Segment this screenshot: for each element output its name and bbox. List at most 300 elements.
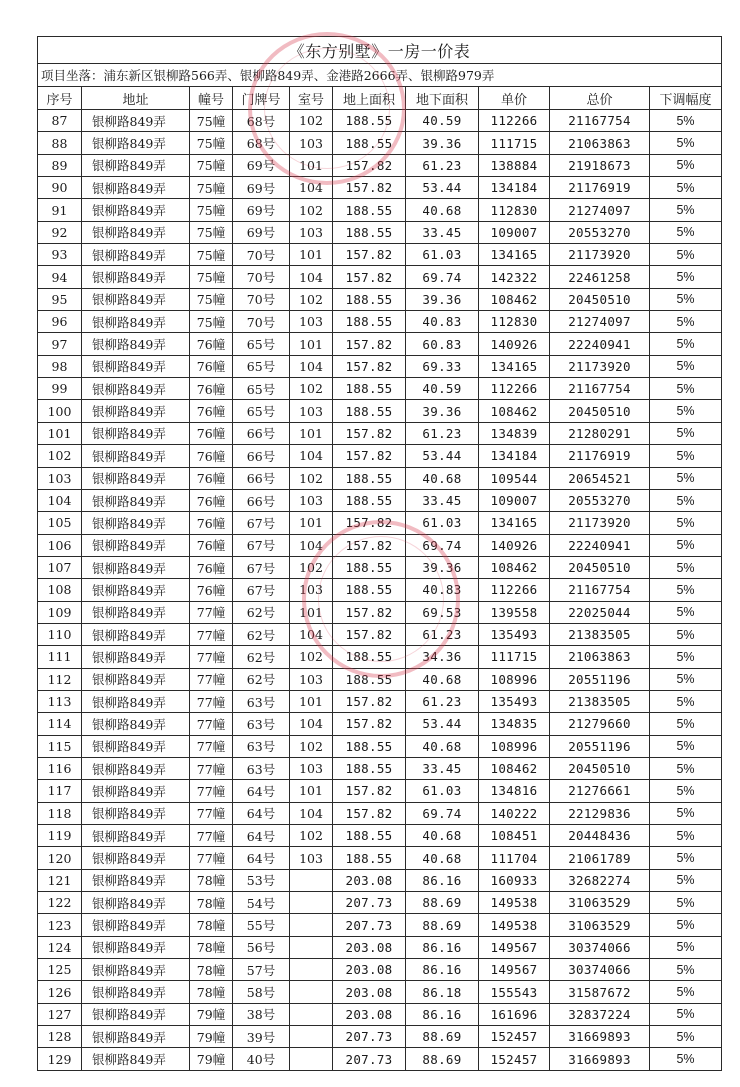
area-below-cell: 60.83 bbox=[406, 333, 479, 355]
seq-cell: 102 bbox=[38, 445, 82, 467]
area-below-cell: 61.23 bbox=[406, 690, 479, 712]
address-cell: 银柳路849弄 bbox=[82, 869, 190, 891]
area-above-cell: 157.82 bbox=[333, 154, 406, 176]
room-number-cell: 104 bbox=[290, 445, 333, 467]
total-price-cell: 20553270 bbox=[550, 221, 650, 243]
unit-price-cell: 155543 bbox=[479, 981, 550, 1003]
room-number-cell: 103 bbox=[290, 221, 333, 243]
building-cell: 76幢 bbox=[190, 400, 233, 422]
door-number-cell: 68号 bbox=[233, 110, 290, 132]
table-row bbox=[38, 422, 722, 444]
total-price-cell: 22240941 bbox=[550, 534, 650, 556]
area-below-cell: 33.45 bbox=[406, 757, 479, 779]
address-cell: 银柳路849弄 bbox=[82, 556, 190, 578]
address-cell: 银柳路849弄 bbox=[82, 534, 190, 556]
table-row bbox=[38, 892, 722, 914]
area-below-cell: 86.16 bbox=[406, 936, 479, 958]
total-price-cell: 21176919 bbox=[550, 445, 650, 467]
address-cell: 银柳路849弄 bbox=[82, 355, 190, 377]
room-number-cell bbox=[290, 869, 333, 891]
door-number-cell: 65号 bbox=[233, 355, 290, 377]
unit-price-cell: 135493 bbox=[479, 690, 550, 712]
room-number-cell: 104 bbox=[290, 534, 333, 556]
address-cell: 银柳路849弄 bbox=[82, 132, 190, 154]
unit-price-cell: 112266 bbox=[479, 378, 550, 400]
room-number-cell: 101 bbox=[290, 154, 333, 176]
discount-cell: 5% bbox=[650, 959, 722, 981]
total-price-cell: 21274097 bbox=[550, 199, 650, 221]
area-above-cell: 157.82 bbox=[333, 355, 406, 377]
door-number-cell: 64号 bbox=[233, 847, 290, 869]
building-cell: 76幢 bbox=[190, 579, 233, 601]
area-above-cell: 207.73 bbox=[333, 1048, 406, 1070]
address-cell: 银柳路849弄 bbox=[82, 735, 190, 757]
total-price-cell: 32837224 bbox=[550, 1003, 650, 1025]
address-cell: 银柳路849弄 bbox=[82, 959, 190, 981]
building-cell: 77幢 bbox=[190, 601, 233, 623]
unit-price-cell: 108451 bbox=[479, 825, 550, 847]
room-number-cell bbox=[290, 1026, 333, 1048]
door-number-cell: 57号 bbox=[233, 959, 290, 981]
door-number-cell: 40号 bbox=[233, 1048, 290, 1070]
table-row bbox=[38, 914, 722, 936]
room-number-cell: 103 bbox=[290, 847, 333, 869]
discount-cell: 5% bbox=[650, 445, 722, 467]
unit-price-cell: 109007 bbox=[479, 489, 550, 511]
total-price-cell: 21383505 bbox=[550, 623, 650, 645]
table-row bbox=[38, 512, 722, 534]
table-row bbox=[38, 489, 722, 511]
address-cell: 银柳路849弄 bbox=[82, 1048, 190, 1070]
table-row bbox=[38, 355, 722, 377]
area-below-cell: 69.74 bbox=[406, 802, 479, 824]
seq-cell: 110 bbox=[38, 623, 82, 645]
table-row bbox=[38, 467, 722, 489]
seq-cell: 93 bbox=[38, 244, 82, 266]
address-cell: 银柳路849弄 bbox=[82, 690, 190, 712]
door-number-cell: 69号 bbox=[233, 199, 290, 221]
seq-cell: 109 bbox=[38, 601, 82, 623]
total-price-cell: 21383505 bbox=[550, 690, 650, 712]
discount-cell: 5% bbox=[650, 690, 722, 712]
unit-price-cell: 112830 bbox=[479, 199, 550, 221]
discount-cell: 5% bbox=[650, 311, 722, 333]
area-above-cell: 188.55 bbox=[333, 400, 406, 422]
col-area-below-header: 地下面积 bbox=[406, 87, 479, 110]
area-above-cell: 157.82 bbox=[333, 802, 406, 824]
area-below-cell: 69.33 bbox=[406, 355, 479, 377]
room-number-cell: 103 bbox=[290, 400, 333, 422]
address-cell: 银柳路849弄 bbox=[82, 668, 190, 690]
room-number-cell: 103 bbox=[290, 668, 333, 690]
unit-price-cell: 139558 bbox=[479, 601, 550, 623]
address-cell: 银柳路849弄 bbox=[82, 422, 190, 444]
unit-price-cell: 138884 bbox=[479, 154, 550, 176]
project-location: 项目坐落：浦东新区银柳路566弄、银柳路849弄、金港路2666弄、银柳路979弄 bbox=[38, 64, 722, 87]
area-above-cell: 188.55 bbox=[333, 311, 406, 333]
door-number-cell: 63号 bbox=[233, 757, 290, 779]
discount-cell: 5% bbox=[650, 579, 722, 601]
building-cell: 77幢 bbox=[190, 847, 233, 869]
building-cell: 75幢 bbox=[190, 244, 233, 266]
door-number-cell: 53号 bbox=[233, 869, 290, 891]
seq-cell: 99 bbox=[38, 378, 82, 400]
building-cell: 79幢 bbox=[190, 1048, 233, 1070]
unit-price-cell: 134165 bbox=[479, 244, 550, 266]
address-cell: 银柳路849弄 bbox=[82, 199, 190, 221]
area-below-cell: 40.68 bbox=[406, 847, 479, 869]
seq-cell: 107 bbox=[38, 556, 82, 578]
table-row bbox=[38, 311, 722, 333]
area-below-cell: 61.03 bbox=[406, 244, 479, 266]
discount-cell: 5% bbox=[650, 780, 722, 802]
area-above-cell: 157.82 bbox=[333, 177, 406, 199]
total-price-cell: 32682274 bbox=[550, 869, 650, 891]
area-above-cell: 188.55 bbox=[333, 757, 406, 779]
seq-cell: 111 bbox=[38, 646, 82, 668]
total-price-cell: 31669893 bbox=[550, 1048, 650, 1070]
building-cell: 79幢 bbox=[190, 1003, 233, 1025]
building-cell: 75幢 bbox=[190, 199, 233, 221]
discount-cell: 5% bbox=[650, 400, 722, 422]
total-price-cell: 21274097 bbox=[550, 311, 650, 333]
address-cell: 银柳路849弄 bbox=[82, 892, 190, 914]
building-cell: 76幢 bbox=[190, 445, 233, 467]
table-row bbox=[38, 221, 722, 243]
area-below-cell: 40.83 bbox=[406, 579, 479, 601]
building-cell: 76幢 bbox=[190, 489, 233, 511]
column-header-row bbox=[38, 87, 722, 110]
table-row bbox=[38, 646, 722, 668]
discount-cell: 5% bbox=[650, 467, 722, 489]
total-price-cell: 30374066 bbox=[550, 936, 650, 958]
seq-cell: 87 bbox=[38, 110, 82, 132]
area-above-cell: 188.55 bbox=[333, 825, 406, 847]
area-below-cell: 40.68 bbox=[406, 735, 479, 757]
area-below-cell: 40.83 bbox=[406, 311, 479, 333]
area-below-cell: 40.68 bbox=[406, 199, 479, 221]
seq-cell: 124 bbox=[38, 936, 82, 958]
area-above-cell: 157.82 bbox=[333, 445, 406, 467]
area-below-cell: 88.69 bbox=[406, 1048, 479, 1070]
address-cell: 银柳路849弄 bbox=[82, 713, 190, 735]
unit-price-cell: 134816 bbox=[479, 780, 550, 802]
discount-cell: 5% bbox=[650, 914, 722, 936]
address-cell: 银柳路849弄 bbox=[82, 378, 190, 400]
area-below-cell: 33.45 bbox=[406, 221, 479, 243]
table-row bbox=[38, 981, 722, 1003]
discount-cell: 5% bbox=[650, 623, 722, 645]
total-price-cell: 21173920 bbox=[550, 244, 650, 266]
total-price-cell: 20551196 bbox=[550, 735, 650, 757]
unit-price-cell: 134165 bbox=[479, 512, 550, 534]
area-below-cell: 69.53 bbox=[406, 601, 479, 623]
room-number-cell: 102 bbox=[290, 467, 333, 489]
unit-price-cell: 140926 bbox=[479, 534, 550, 556]
col-total-price-header: 总价 bbox=[550, 87, 650, 110]
room-number-cell: 101 bbox=[290, 244, 333, 266]
total-price-cell: 21173920 bbox=[550, 355, 650, 377]
discount-cell: 5% bbox=[650, 266, 722, 288]
room-number-cell: 101 bbox=[290, 422, 333, 444]
discount-cell: 5% bbox=[650, 177, 722, 199]
address-cell: 银柳路849弄 bbox=[82, 914, 190, 936]
building-cell: 77幢 bbox=[190, 690, 233, 712]
seq-cell: 119 bbox=[38, 825, 82, 847]
room-number-cell: 103 bbox=[290, 311, 333, 333]
seq-cell: 116 bbox=[38, 757, 82, 779]
seq-cell: 118 bbox=[38, 802, 82, 824]
discount-cell: 5% bbox=[650, 512, 722, 534]
total-price-cell: 20450510 bbox=[550, 757, 650, 779]
room-number-cell: 103 bbox=[290, 132, 333, 154]
area-above-cell: 188.55 bbox=[333, 378, 406, 400]
total-price-cell: 21173920 bbox=[550, 512, 650, 534]
discount-cell: 5% bbox=[650, 1003, 722, 1025]
room-number-cell: 104 bbox=[290, 623, 333, 645]
address-cell: 银柳路849弄 bbox=[82, 623, 190, 645]
building-cell: 77幢 bbox=[190, 735, 233, 757]
building-cell: 78幢 bbox=[190, 959, 233, 981]
table-row bbox=[38, 177, 722, 199]
seq-cell: 89 bbox=[38, 154, 82, 176]
room-number-cell: 102 bbox=[290, 378, 333, 400]
unit-price-cell: 149567 bbox=[479, 936, 550, 958]
discount-cell: 5% bbox=[650, 936, 722, 958]
building-cell: 76幢 bbox=[190, 556, 233, 578]
area-below-cell: 39.36 bbox=[406, 400, 479, 422]
room-number-cell: 104 bbox=[290, 355, 333, 377]
seq-cell: 91 bbox=[38, 199, 82, 221]
discount-cell: 5% bbox=[650, 757, 722, 779]
table-row bbox=[38, 802, 722, 824]
area-above-cell: 157.82 bbox=[333, 534, 406, 556]
area-above-cell: 188.55 bbox=[333, 579, 406, 601]
seq-cell: 97 bbox=[38, 333, 82, 355]
table-row bbox=[38, 936, 722, 958]
room-number-cell: 102 bbox=[290, 825, 333, 847]
total-price-cell: 31063529 bbox=[550, 914, 650, 936]
building-cell: 76幢 bbox=[190, 355, 233, 377]
unit-price-cell: 152457 bbox=[479, 1048, 550, 1070]
building-cell: 77幢 bbox=[190, 623, 233, 645]
door-number-cell: 62号 bbox=[233, 668, 290, 690]
door-number-cell: 64号 bbox=[233, 825, 290, 847]
total-price-cell: 21061789 bbox=[550, 847, 650, 869]
area-below-cell: 86.18 bbox=[406, 981, 479, 1003]
address-cell: 银柳路849弄 bbox=[82, 601, 190, 623]
room-number-cell: 104 bbox=[290, 713, 333, 735]
total-price-cell: 21280291 bbox=[550, 422, 650, 444]
total-price-cell: 22129836 bbox=[550, 802, 650, 824]
room-number-cell bbox=[290, 914, 333, 936]
address-cell: 银柳路849弄 bbox=[82, 512, 190, 534]
discount-cell: 5% bbox=[650, 556, 722, 578]
discount-cell: 5% bbox=[650, 221, 722, 243]
unit-price-cell: 109007 bbox=[479, 221, 550, 243]
table-row bbox=[38, 110, 722, 132]
discount-cell: 5% bbox=[650, 378, 722, 400]
area-above-cell: 157.82 bbox=[333, 266, 406, 288]
area-above-cell: 203.08 bbox=[333, 1003, 406, 1025]
building-cell: 77幢 bbox=[190, 780, 233, 802]
seq-cell: 90 bbox=[38, 177, 82, 199]
total-price-cell: 31669893 bbox=[550, 1026, 650, 1048]
building-cell: 75幢 bbox=[190, 221, 233, 243]
seq-cell: 117 bbox=[38, 780, 82, 802]
address-cell: 银柳路849弄 bbox=[82, 757, 190, 779]
unit-price-cell: 108996 bbox=[479, 735, 550, 757]
address-cell: 银柳路849弄 bbox=[82, 646, 190, 668]
door-number-cell: 63号 bbox=[233, 713, 290, 735]
total-price-cell: 30374066 bbox=[550, 959, 650, 981]
discount-cell: 5% bbox=[650, 288, 722, 310]
seq-cell: 88 bbox=[38, 132, 82, 154]
total-price-cell: 21167754 bbox=[550, 579, 650, 601]
address-cell: 银柳路849弄 bbox=[82, 825, 190, 847]
unit-price-cell: 134835 bbox=[479, 713, 550, 735]
discount-cell: 5% bbox=[650, 110, 722, 132]
unit-price-cell: 142322 bbox=[479, 266, 550, 288]
area-below-cell: 40.68 bbox=[406, 467, 479, 489]
total-price-cell: 21167754 bbox=[550, 110, 650, 132]
table-row bbox=[38, 132, 722, 154]
total-price-cell: 20450510 bbox=[550, 556, 650, 578]
seq-cell: 108 bbox=[38, 579, 82, 601]
table-row bbox=[38, 154, 722, 176]
address-cell: 银柳路849弄 bbox=[82, 489, 190, 511]
building-cell: 77幢 bbox=[190, 802, 233, 824]
building-cell: 76幢 bbox=[190, 534, 233, 556]
door-number-cell: 64号 bbox=[233, 780, 290, 802]
area-above-cell: 157.82 bbox=[333, 690, 406, 712]
seq-cell: 113 bbox=[38, 690, 82, 712]
building-cell: 75幢 bbox=[190, 266, 233, 288]
total-price-cell: 21063863 bbox=[550, 646, 650, 668]
seq-cell: 105 bbox=[38, 512, 82, 534]
building-cell: 77幢 bbox=[190, 713, 233, 735]
room-number-cell: 104 bbox=[290, 177, 333, 199]
room-number-cell bbox=[290, 936, 333, 958]
room-number-cell: 102 bbox=[290, 735, 333, 757]
room-number-cell bbox=[290, 892, 333, 914]
total-price-cell: 22240941 bbox=[550, 333, 650, 355]
seq-cell: 121 bbox=[38, 869, 82, 891]
building-cell: 78幢 bbox=[190, 914, 233, 936]
total-price-cell: 22461258 bbox=[550, 266, 650, 288]
total-price-cell: 20450510 bbox=[550, 400, 650, 422]
address-cell: 银柳路849弄 bbox=[82, 467, 190, 489]
seq-cell: 98 bbox=[38, 355, 82, 377]
area-below-cell: 69.74 bbox=[406, 266, 479, 288]
door-number-cell: 66号 bbox=[233, 489, 290, 511]
area-below-cell: 61.03 bbox=[406, 512, 479, 534]
table-row bbox=[38, 288, 722, 310]
building-cell: 78幢 bbox=[190, 869, 233, 891]
total-price-cell: 21276661 bbox=[550, 780, 650, 802]
area-above-cell: 157.82 bbox=[333, 512, 406, 534]
unit-price-cell: 161696 bbox=[479, 1003, 550, 1025]
door-number-cell: 62号 bbox=[233, 646, 290, 668]
table-row bbox=[38, 556, 722, 578]
total-price-cell: 20654521 bbox=[550, 467, 650, 489]
unit-price-cell: 152457 bbox=[479, 1026, 550, 1048]
building-cell: 78幢 bbox=[190, 892, 233, 914]
area-below-cell: 88.69 bbox=[406, 892, 479, 914]
table-row bbox=[38, 333, 722, 355]
area-above-cell: 188.55 bbox=[333, 735, 406, 757]
area-above-cell: 188.55 bbox=[333, 110, 406, 132]
area-below-cell: 40.59 bbox=[406, 110, 479, 132]
unit-price-cell: 134839 bbox=[479, 422, 550, 444]
door-number-cell: 66号 bbox=[233, 467, 290, 489]
table-row bbox=[38, 266, 722, 288]
table-title: 《东方别墅》一房一价表 bbox=[38, 37, 722, 64]
seq-cell: 126 bbox=[38, 981, 82, 1003]
unit-price-cell: 134184 bbox=[479, 445, 550, 467]
building-cell: 75幢 bbox=[190, 110, 233, 132]
room-number-cell: 101 bbox=[290, 333, 333, 355]
door-number-cell: 66号 bbox=[233, 445, 290, 467]
area-above-cell: 157.82 bbox=[333, 623, 406, 645]
unit-price-cell: 149538 bbox=[479, 892, 550, 914]
area-above-cell: 157.82 bbox=[333, 780, 406, 802]
address-cell: 银柳路849弄 bbox=[82, 579, 190, 601]
seq-cell: 115 bbox=[38, 735, 82, 757]
building-cell: 75幢 bbox=[190, 177, 233, 199]
total-price-cell: 20448436 bbox=[550, 825, 650, 847]
seq-cell: 96 bbox=[38, 311, 82, 333]
room-number-cell bbox=[290, 981, 333, 1003]
table-row bbox=[38, 1026, 722, 1048]
table-row bbox=[38, 601, 722, 623]
table-row bbox=[38, 959, 722, 981]
area-below-cell: 61.23 bbox=[406, 623, 479, 645]
area-above-cell: 207.73 bbox=[333, 1026, 406, 1048]
area-below-cell: 61.03 bbox=[406, 780, 479, 802]
total-price-cell: 31063529 bbox=[550, 892, 650, 914]
address-cell: 银柳路849弄 bbox=[82, 445, 190, 467]
door-number-cell: 38号 bbox=[233, 1003, 290, 1025]
table-row bbox=[38, 690, 722, 712]
seq-cell: 129 bbox=[38, 1048, 82, 1070]
building-cell: 76幢 bbox=[190, 422, 233, 444]
area-above-cell: 188.55 bbox=[333, 668, 406, 690]
table-row bbox=[38, 534, 722, 556]
unit-price-cell: 108462 bbox=[479, 757, 550, 779]
door-number-cell: 67号 bbox=[233, 556, 290, 578]
total-price-cell: 20551196 bbox=[550, 668, 650, 690]
room-number-cell: 103 bbox=[290, 757, 333, 779]
area-below-cell: 61.23 bbox=[406, 422, 479, 444]
table-row bbox=[38, 445, 722, 467]
unit-price-cell: 111715 bbox=[479, 646, 550, 668]
address-cell: 银柳路849弄 bbox=[82, 154, 190, 176]
address-cell: 银柳路849弄 bbox=[82, 221, 190, 243]
seq-cell: 95 bbox=[38, 288, 82, 310]
area-below-cell: 53.44 bbox=[406, 713, 479, 735]
discount-cell: 5% bbox=[650, 601, 722, 623]
address-cell: 银柳路849弄 bbox=[82, 1026, 190, 1048]
unit-price-cell: 149567 bbox=[479, 959, 550, 981]
door-number-cell: 70号 bbox=[233, 311, 290, 333]
area-above-cell: 207.73 bbox=[333, 914, 406, 936]
room-number-cell: 103 bbox=[290, 579, 333, 601]
table-row bbox=[38, 199, 722, 221]
seq-cell: 104 bbox=[38, 489, 82, 511]
door-number-cell: 67号 bbox=[233, 512, 290, 534]
room-number-cell: 102 bbox=[290, 646, 333, 668]
